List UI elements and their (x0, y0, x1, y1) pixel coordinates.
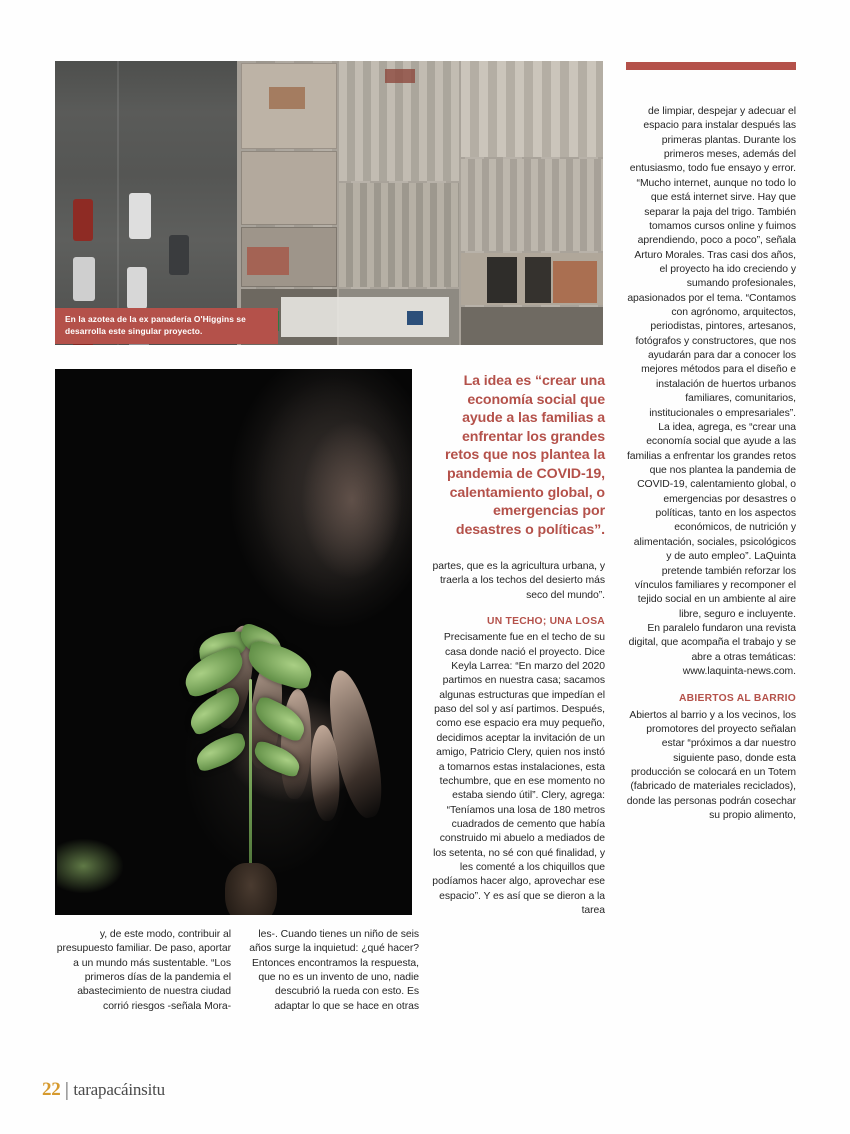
red-accent-bar (626, 62, 796, 70)
parked-car (169, 235, 189, 275)
roof-block (461, 61, 603, 157)
publication-name: tarapacáinsitu (73, 1080, 165, 1099)
face-highlight (259, 385, 412, 635)
seedling-plant (173, 627, 333, 915)
roof-patch (487, 257, 517, 303)
footer-separator: | (64, 1080, 70, 1101)
roof-patch (269, 87, 305, 109)
roof-block (241, 151, 337, 225)
plant-leaf (243, 639, 316, 692)
roof-block (461, 307, 603, 345)
parked-car (73, 257, 95, 301)
plant-stem (249, 679, 252, 875)
foreground-foliage (57, 839, 123, 893)
right-paragraph-2: “Mucho internet, aunque no todo lo que está internet sirve. Hay que separar la paja del trigo. También tomamos cursos online y fuimos aprendiendo, poco a poco”, señala Arturo Morales. Tras casi dos años, el proyecto ha ido creciendo y sumando profesionales, apasionados por el tema. “Contamos con agrónomo, arquitectos, periodistas, pintores, artesanos, fotógrafos y constructores, que nos ayudarán para dar a conocer los mejores métodos para el diseño e instalación de huertos urbanos familiares, comunitarios, institucionales o empresariales”. (627, 177, 796, 419)
right-paragraph-1: de limpiar, despejar y adecuar el espacio para instalar después las primeras plantas. Durante los primeros meses, además del entusiasmo, todo fue ensayo y error. (629, 106, 796, 175)
right-paragraph-5: Abiertos al barrio y a los vecinos, los promotores del proyecto señalan estar “próximos a dar nuestro siguiente paso, donde esta producción se colocará en un Totem (fabricado de materiales reciclados), donde las personas podrán cosechar su propio alimento, (626, 709, 796, 822)
bottom-left-paragraph-2: les-. Cuando tienes un niño de seis años surge la inquietud: ¿qué hacer? Entonces encontramos la respuesta, que no es un invento de uno, nadie descubrió la rueda con esto. Es adaptar lo que se hace en otras (249, 929, 419, 1012)
middle-text-column (429, 560, 605, 918)
parked-car (129, 193, 151, 239)
middle-continuation-paragraph: partes, que es la agricultura urbana, y traerla a los techos del desierto más seco del mundo”. (432, 561, 605, 601)
plant-leaf (179, 645, 249, 700)
page-number: 22 (42, 1079, 61, 1100)
bottom-left-column-2 (243, 928, 419, 1014)
roof-patch (553, 261, 597, 303)
page-footer (42, 1079, 165, 1101)
aerial-photo-canvas (55, 61, 603, 345)
hand-holding-seedling-photo (55, 369, 412, 915)
plant-leaf (192, 731, 250, 773)
roof-patch (281, 297, 449, 337)
section-heading-abiertos-al-barrio: ABIERTOS AL BARRIO (678, 693, 796, 705)
pull-quote: La idea es “crear una economía social que ayude a las familias a enfrentar los grandes retos que nos plantea la pandemia de COVID-19, calentamiento global, o emergencias por desastres o políticas”. (444, 373, 605, 538)
roof-patch (247, 247, 289, 275)
roof-patch (407, 311, 423, 325)
bottom-left-paragraph-1: y, de este modo, contribuir al presupuesto familiar. De paso, aportar a un mundo más sustentable. “Los primeros días de la pandemia el abastecimiento de nuestra ciudad corrió riesgos -señala Mora- (56, 929, 231, 1012)
right-text-column (626, 105, 796, 823)
right-paragraph-3: La idea, agrega, es “crear una economía social que ayude a las familias a enfrentar los grandes retos que nos plantea la pandemia de COVID-19, calentamiento global, o emergencias por desastres o políticas, tanto en los aspectos económicos, de nutrición y alimentación, sociales, psicológicos y de auto empleo”. LaQuinta pretende también reforzar los vínculos familiares y recomponer el tejido social en un ambiente al aire libre, seguro e incluyente. (626, 421, 796, 620)
bottom-left-column-1 (55, 928, 231, 1014)
roof-block (461, 159, 603, 251)
aerial-photo-caption: En la azotea de la ex panadería O'Higgins se desarrolla este singular proyecto. (55, 308, 278, 344)
right-paragraph-4: En paralelo fundaron una revista digital, que acompaña el trabajo y se abre a otras temáticas: www.laquinta-news.com. (628, 622, 796, 678)
parked-car (127, 267, 147, 309)
plant-leaf (250, 695, 311, 744)
section-heading-un-techo-una-losa: UN TECHO; UNA LOSA (487, 616, 605, 628)
parked-car (73, 199, 93, 241)
middle-body-paragraph: Precisamente fue en el techo de su casa donde nació el proyecto. Dice Keyla Larrea: “En marzo del 2020 partimos en nuestra casa; sacamos algunas estructuras que impedían el paso del sol y así partimos. Después, como ese espacio era muy pequeño, decidimos aceptar la invitación de un amigo, Patricio Clery, quien nos instó a tomarnos estas instalaciones, esta techumbre, que en ese momento no estaba siendo útil”. Clery, agrega: “Teníamos una losa de 180 metros cuadrados de cemento que había construido mi abuelo a mediados de los setenta, no sé con qué finalidad, y les comenté a los chiquillos que podíamos hacer algo, aprovechar ese espacio”. Y es así que se dieron a la tarea (432, 632, 605, 917)
roof-patch (385, 69, 415, 83)
aerial-rooftops-photo (55, 61, 603, 345)
roof-block (339, 183, 459, 287)
roof-patch (525, 257, 551, 303)
plant-leaf (250, 740, 303, 779)
root-ball (225, 863, 277, 915)
